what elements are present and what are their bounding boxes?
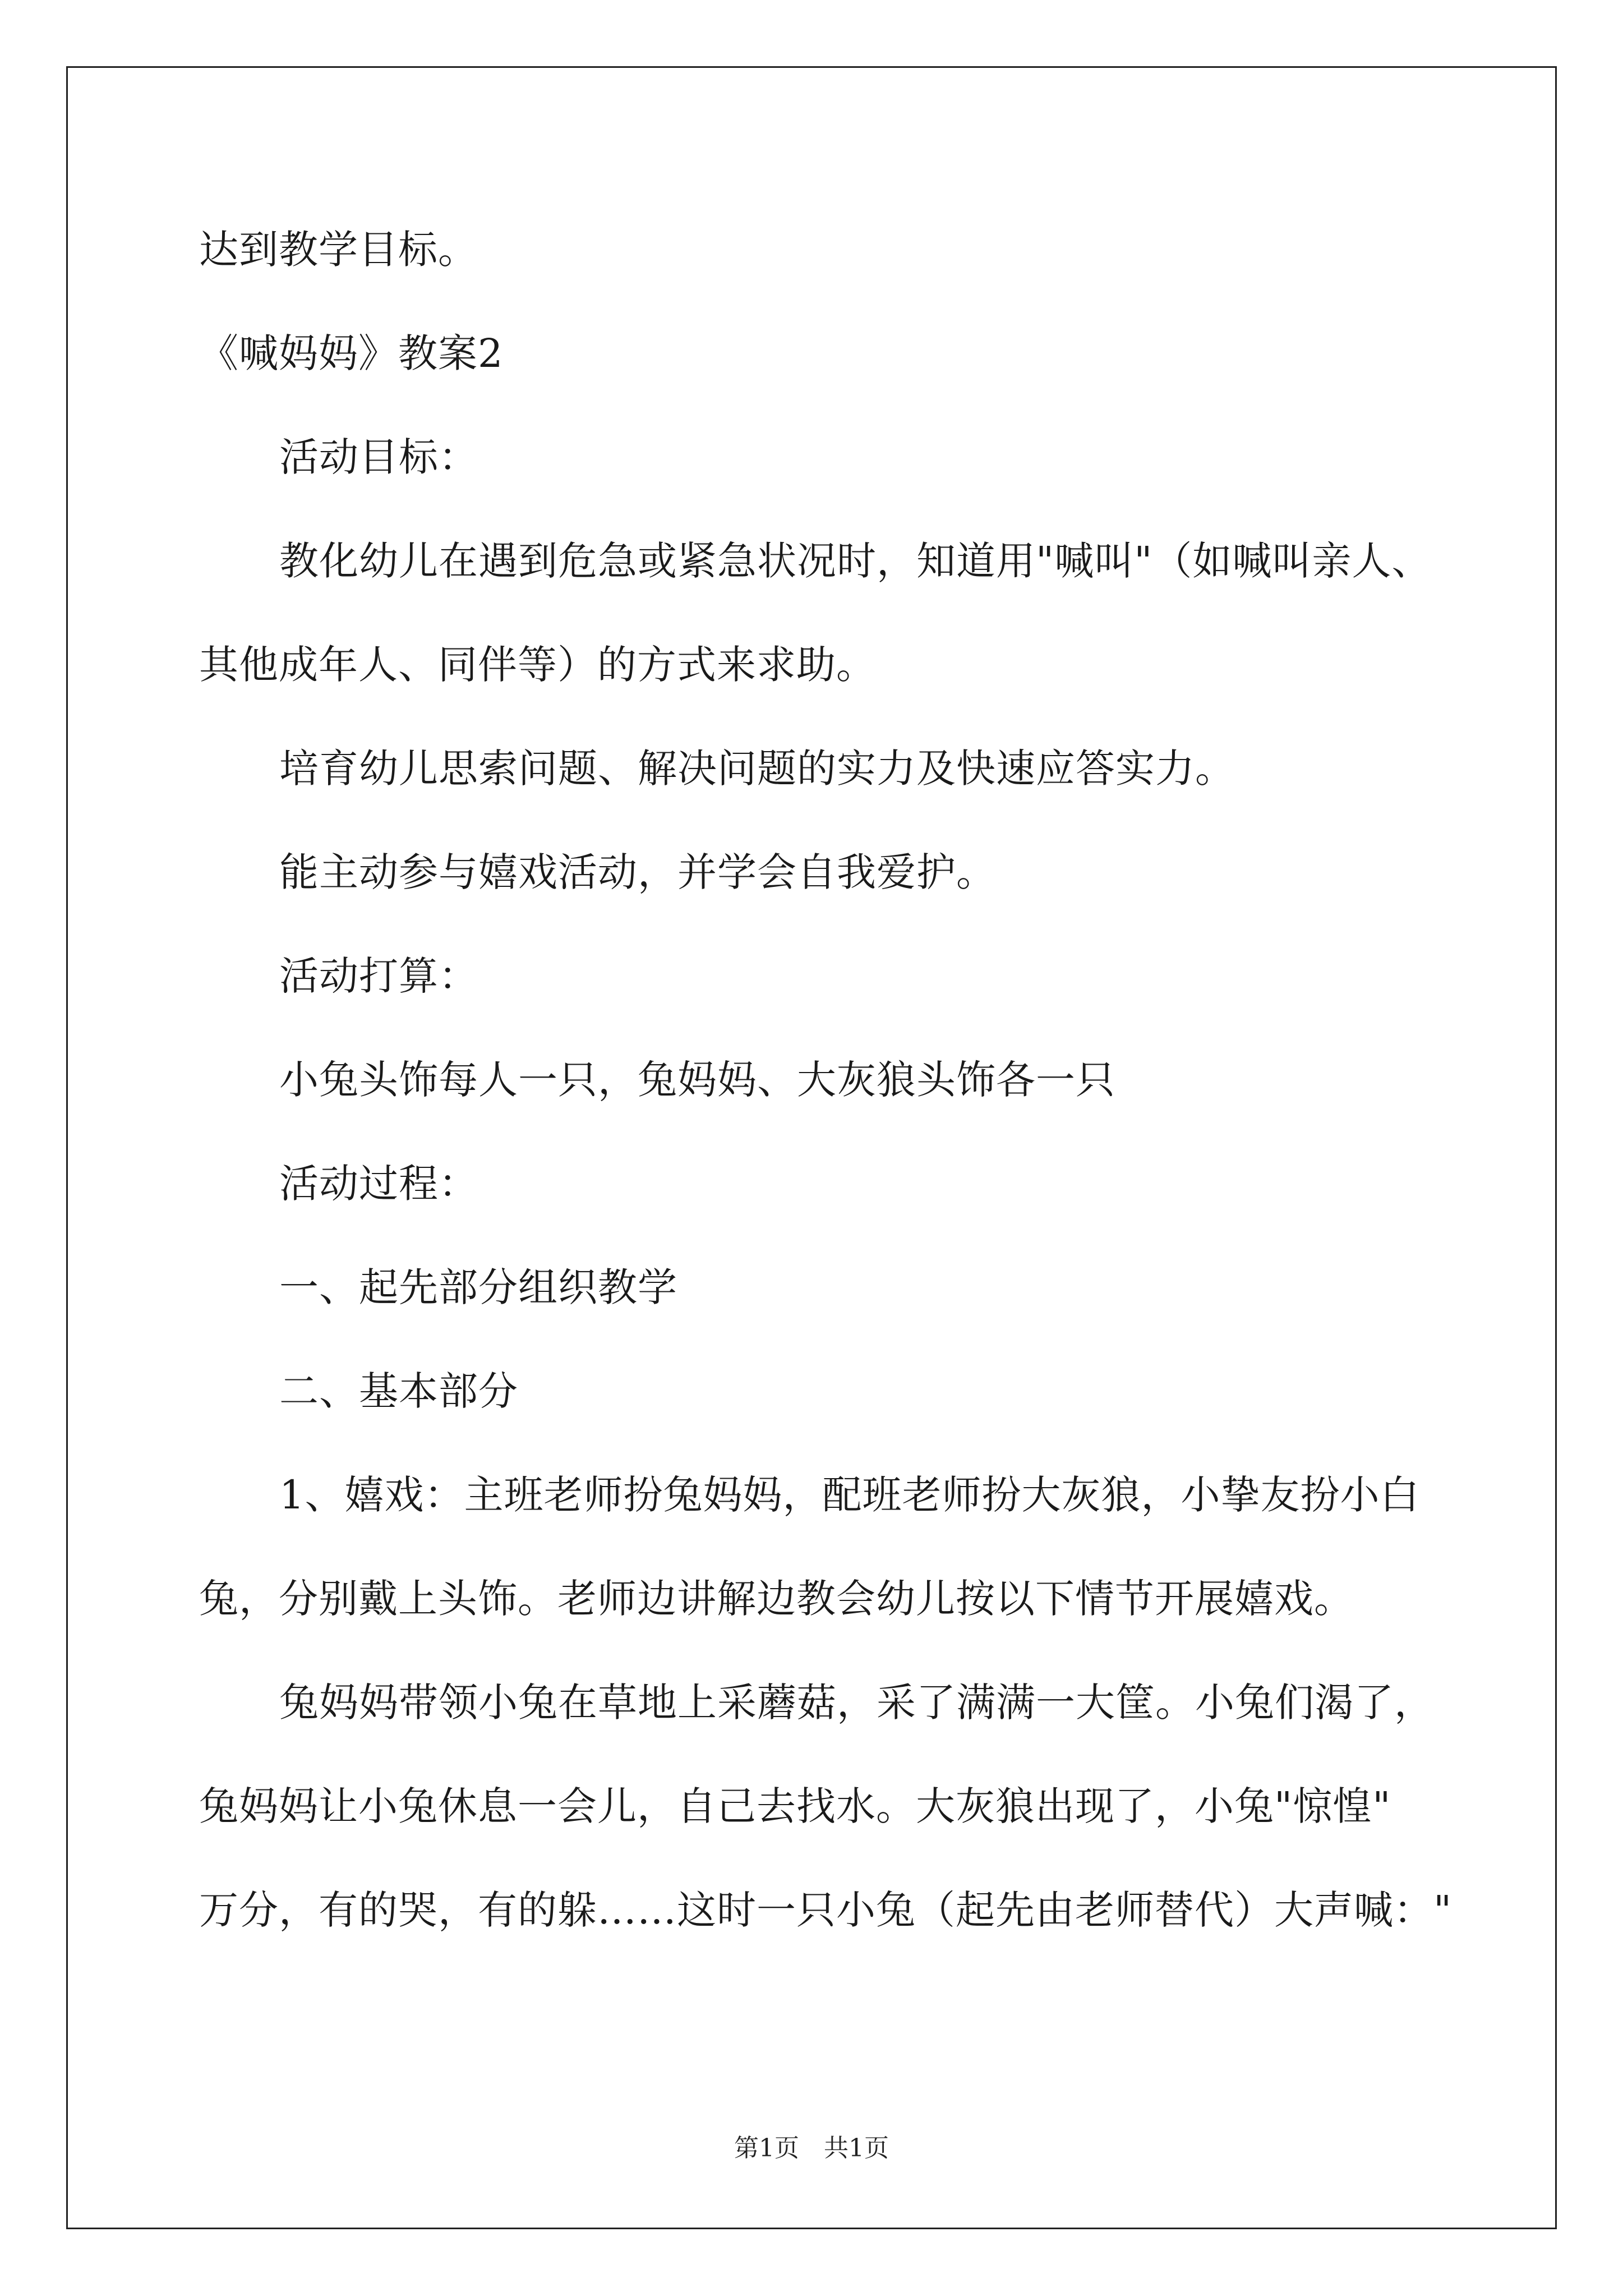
- text-line-17: 万分，有的哭，有的躲……这时一只小兔（起先由老师替代）大声喊：": [199, 1887, 1453, 1933]
- section-title: 《喊妈妈》教案2: [199, 330, 504, 376]
- text-line-14: 兔，分别戴上头饰。老师边讲解边教会幼儿按以下情节开展嬉戏。: [199, 1576, 1354, 1622]
- text-line-1: 达到教学目标。: [199, 227, 478, 273]
- text-line-9: 小兔头饰每人一只，兔妈妈、大灰狼头饰各一只: [279, 1057, 1115, 1103]
- text-line-8: 活动打算：: [279, 953, 478, 999]
- page-footer: 第1页 共1页: [734, 2134, 889, 2162]
- text-line-6: 培育幼儿思索问题、解决问题的实力及快速应答实力。: [279, 746, 1235, 792]
- text-line-10: 活动过程：: [279, 1161, 478, 1207]
- text-line-5: 其他成年人、同伴等）的方式来求助。: [199, 642, 876, 688]
- text-line-13: 1、嬉戏：主班老师扮兔妈妈，配班老师扮大灰狼，小挚友扮小白: [279, 1472, 1420, 1518]
- text-line-3: 活动目标：: [279, 434, 478, 480]
- text-line-15: 兔妈妈带领小兔在草地上采蘑菇，采了满满一大筐。小兔们渴了，: [279, 1680, 1434, 1726]
- text-line-7: 能主动参与嬉戏活动，并学会自我爱护。: [279, 849, 996, 895]
- text-line-12: 二、基本部分: [279, 1368, 518, 1414]
- text-line-11: 一、起先部分组织教学: [279, 1264, 677, 1310]
- text-line-4: 教化幼儿在遇到危急或紧急状况时，知道用"喊叫"（如喊叫亲人、: [279, 538, 1432, 584]
- text-line-16: 兔妈妈让小兔休息一会儿，自己去找水。大灰狼出现了，小兔"惊惶": [199, 1783, 1391, 1829]
